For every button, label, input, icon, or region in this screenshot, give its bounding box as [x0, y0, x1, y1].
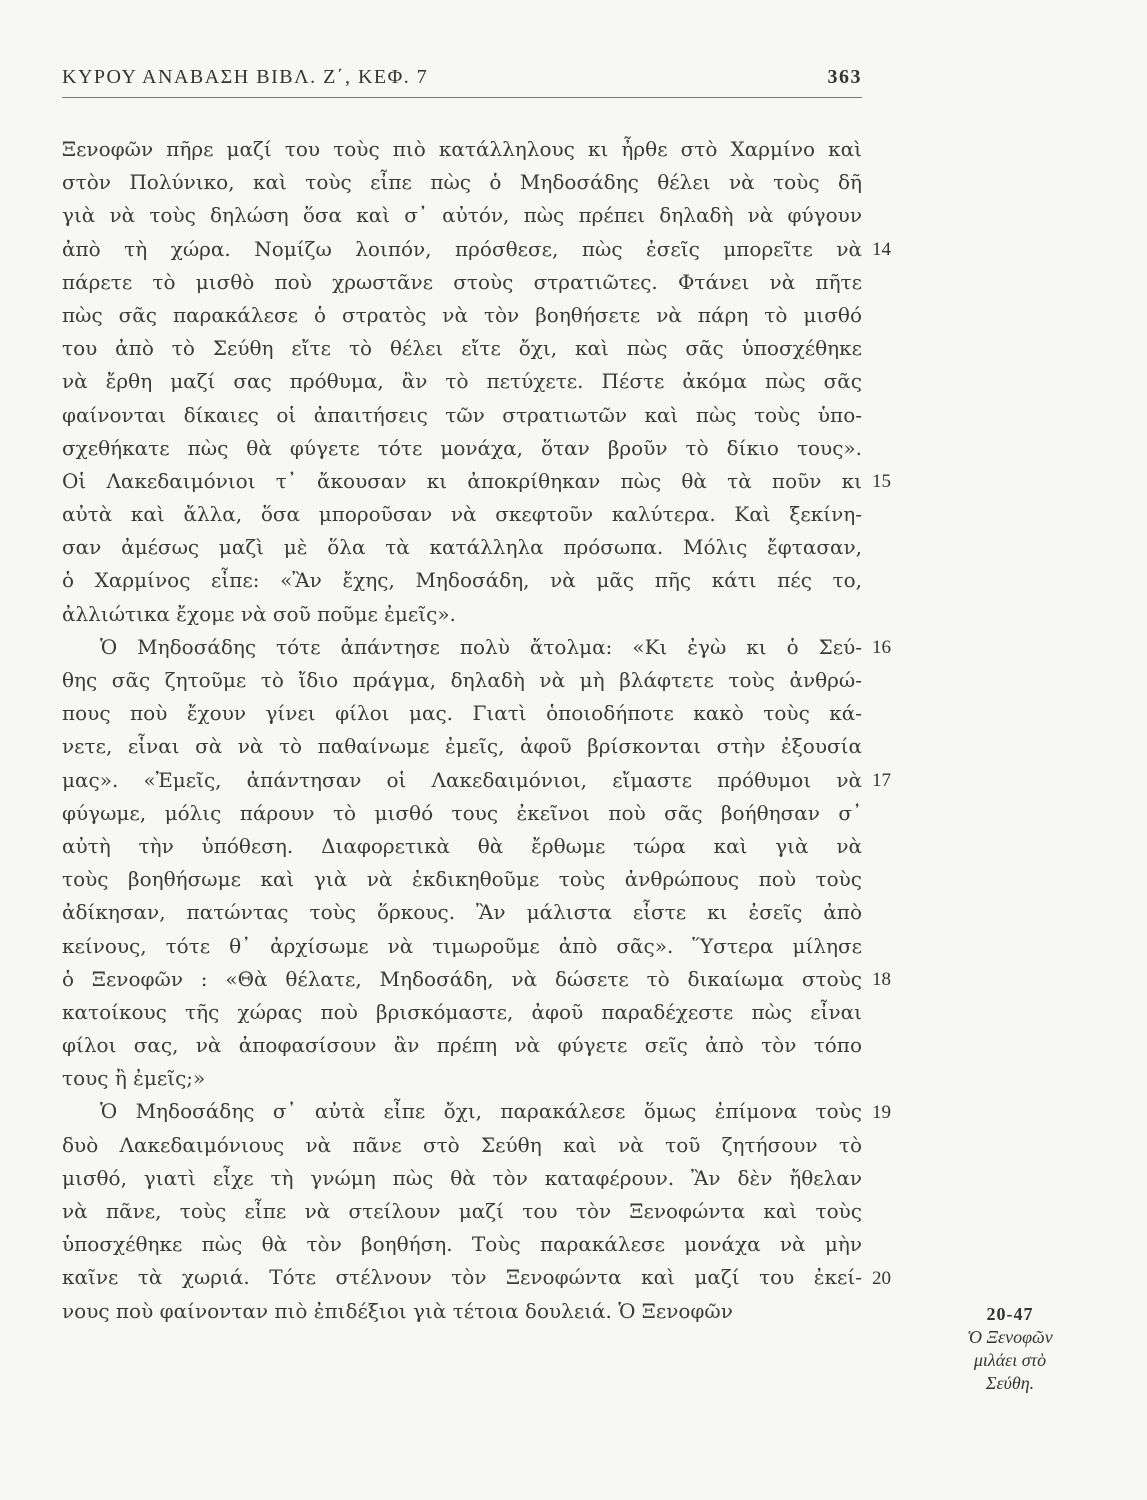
- text-line: στὸν Πολύνικο, καὶ τοὺς εἶπε πὼς ὁ Μηδοσάδης θέλει νὰ τοὺς δῆ: [62, 170, 862, 195]
- text-line: πους ποὺ ἔχουν γίνει φίλοι μας. Γιατὶ ὁποιοδήποτε κακὸ τοὺς κά-: [62, 701, 862, 726]
- text-line: Ὁ Μηδοσάδης σ᾽ αὐτὰ εἶπε ὄχι, παρακάλεσε ὅμως ἐπίμονα τοὺς: [100, 1099, 862, 1124]
- text-line: νετε, εἶναι σὰ νὰ τὸ παθαίνωμε ἐμεῖς, ἀφοῦ βρίσκονται στὴν ἐξουσία: [62, 734, 862, 759]
- text-line: φαίνονται δίκαιες οἱ ἀπαιτήσεις τῶν στρατιωτῶν καὶ πὼς τοὺς ὑπο-: [62, 402, 862, 427]
- text-line: νους ποὺ φαίνονταν πιὸ ἐπιδέξιοι γιὰ τέτοια δουλειά. Ὁ Ξενοφῶν: [62, 1298, 733, 1323]
- text-line: ὁ Χαρμίνος εἶπε: «Ἂν ἔχης, Μηδοσάδη, νὰ μᾶς πῆς κάτι πές το,: [62, 568, 862, 593]
- text-line: ἀλλιώτικα ἔχομε νὰ σοῦ ποῦμε ἐμεῖς».: [62, 601, 456, 626]
- text-line: αὐτὴ τὴν ὑπόθεση. Διαφορετικὰ θὰ ἔρθωμε τώρα καὶ γιὰ νὰ: [62, 833, 862, 858]
- text-line: φύγωμε, μόλις πάρουν τὸ μισθό τους ἐκεῖνοι ποὺ σᾶς βοήθησαν σ᾽: [62, 800, 862, 825]
- text-line: αὐτὰ καὶ ἄλλα, ὅσα μποροῦσαν νὰ σκεφτοῦν καλύτερα. Καὶ ξεκίνη-: [62, 502, 862, 527]
- margin-note-line: Σεύθη.: [985, 1373, 1035, 1393]
- margin-note-ref: 20-47: [986, 1304, 1034, 1324]
- text-line: κείνους, τότε θ᾽ ἀρχίσωμε νὰ τιμωροῦμε ἀπὸ σᾶς». Ὕστερα μίλησε: [62, 933, 862, 958]
- running-title: ΚΥΡΟΥ ΑΝΑΒΑΣΗ ΒΙΒΛ. Ζ΄, ΚΕΦ. 7: [62, 66, 429, 88]
- text-line: τους ἢ ἐμεῖς;»: [62, 1066, 206, 1091]
- text-line: πὼς σᾶς παρακάλεσε ὁ στρατὸς νὰ τὸν βοηθήσετε νὰ πάρη τὸ μισθό: [62, 302, 862, 327]
- text-line: ἀπὸ τὴ χώρα. Νομίζω λοιπόν, πρόσθεσε, πὼς ἐσεῖς μπορεῖτε νὰ: [62, 236, 862, 261]
- text-line: σαν ἀμέσως μαζὶ μὲ ὅλα τὰ κατάλληλα πρόσωπα. Μόλις ἔφτασαν,: [62, 535, 862, 560]
- text-line: φίλοι σας, νὰ ἀποφασίσουν ἂν πρέπη νὰ φύγετε σεῖς ἀπὸ τὸν τόπο: [62, 1033, 862, 1058]
- text-line: Ὁ Μηδοσάδης τότε ἀπάντησε πολὺ ἄτολμα: «Κι ἐγὼ κι ὁ Σεύ-: [100, 634, 862, 659]
- header-rule: [62, 97, 862, 98]
- section-number: 18: [872, 969, 891, 990]
- text-line: Οἱ Λακεδαιμόνιοι τ᾽ ἄκουσαν κι ἀποκρίθηκαν πὼς θὰ τὰ ποῦν κι: [62, 468, 862, 493]
- text-line: νὰ πᾶνε, τοὺς εἶπε νὰ στείλουν μαζί του τὸν Ξενοφώντα καὶ τοὺς: [62, 1199, 862, 1223]
- text-line: κατοίκους τῆς χώρας ποὺ βρισκόμαστε, ἀφοῦ παραδέχεστε πὼς εἶναι: [62, 999, 862, 1024]
- margin-note-line: μιλάει στὸ: [973, 1350, 1047, 1370]
- text-line: μισθό, γιατὶ εἶχε τὴ γνώμη πὼς θὰ τὸν καταφέρουν. Ἂν δὲν ἤθελαν: [62, 1165, 862, 1190]
- main-text: [62, 133, 862, 1328]
- text-line: τοὺς βοηθήσωμε καὶ γιὰ νὰ ἐκδικηθοῦμε τοὺς ἀνθρώπους ποὺ τοὺς: [62, 867, 862, 892]
- section-number: 17: [872, 769, 891, 791]
- text-line: ὑποσχέθηκε πὼς θὰ τὸν βοηθήση. Τοὺς παρακάλεσε μονάχα νὰ μὴν: [62, 1232, 862, 1257]
- margin-note: [930, 1303, 1090, 1395]
- text-line: μας». «Ἐμεῖς, ἀπάντησαν οἱ Λακεδαιμόνιοι, εἴμαστε πρόθυμοι νὰ: [62, 767, 862, 792]
- text-line: νὰ ἔρθη μαζί σας πρόθυμα, ἂν τὸ πετύχετε. Πέστε ἀκόμα πὼς σᾶς: [62, 369, 862, 394]
- section-number: 20: [872, 1267, 891, 1289]
- text-line: καῖνε τὰ χωριά. Τότε στέλνουν τὸν Ξενοφώντα καὶ μαζί του ἐκεί-: [62, 1265, 862, 1290]
- text-line: γιὰ νὰ τοὺς δηλώση ὅσα καὶ σ᾽ αὐτόν, πὼς πρέπει δηλαδὴ νὰ φύγουν: [62, 203, 862, 228]
- text-line: δυὸ Λακεδαιμόνιους νὰ πᾶνε στὸ Σεύθη καὶ νὰ τοῦ ζητήσουν τὸ: [62, 1132, 862, 1157]
- text-line: σχεθήκατε πὼς θὰ φύγετε τότε μονάχα, ὅταν βροῦν τὸ δίκιο τους».: [62, 435, 862, 460]
- margin-note-line: Ὁ Ξενοφῶν: [967, 1327, 1053, 1347]
- section-number: 19: [872, 1101, 891, 1123]
- page-number: 363: [827, 66, 862, 88]
- text-line: Ξενοφῶν πῆρε μαζί του τοὺς πιὸ κατάλληλους κι ἦρθε στὸ Χαρμίνο καὶ: [62, 137, 862, 161]
- running-header: [62, 66, 862, 96]
- text-line: ἀδίκησαν, πατώντας τοὺς ὅρκους. Ἂν μάλιστα εἶστε κι ἐσεῖς ἀπὸ: [62, 900, 862, 925]
- section-number: 14: [872, 238, 891, 260]
- section-number: 15: [872, 471, 891, 492]
- text-line: θης σᾶς ζητοῦμε τὸ ἴδιο πράγμα, δηλαδὴ νὰ μὴ βλάφτετε τοὺς ἀνθρώ-: [62, 668, 862, 692]
- text-line: του ἀπὸ τὸ Σεύθη εἴτε τὸ θέλει εἴτε ὄχι, καὶ πὼς σᾶς ὑποσχέθηκε: [62, 336, 862, 361]
- section-number: 16: [872, 637, 891, 658]
- text-line: ὁ Ξενοφῶν : «Θὰ θέλατε, Μηδοσάδη, νὰ δώσετε τὸ δικαίωμα στοὺς: [62, 966, 862, 991]
- text-line: πάρετε τὸ μισθὸ ποὺ χρωστᾶνε στοὺς στρατιῶτες. Φτάνει νὰ πῆτε: [62, 269, 862, 294]
